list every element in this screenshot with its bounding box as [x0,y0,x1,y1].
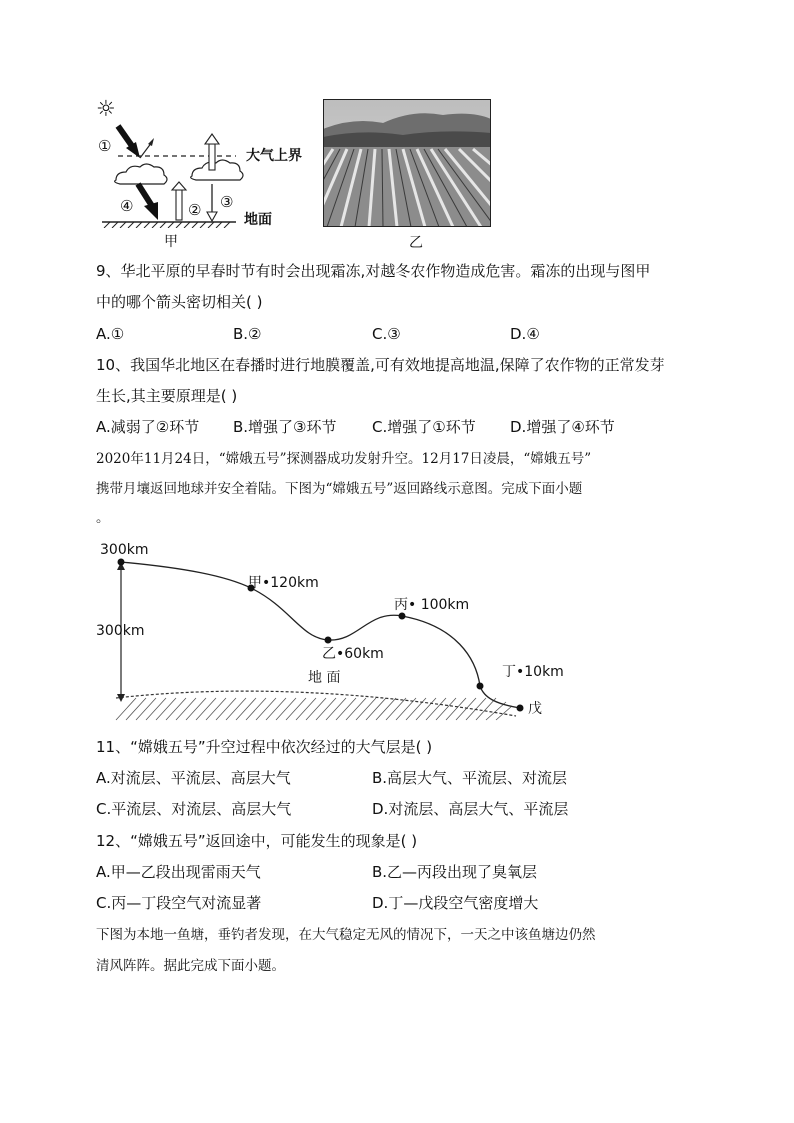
cloud-right-icon [191,160,243,180]
intro1-line2: 携带月壤返回地球并安全着陆。下图为“嫦娥五号”返回路线示意图。完成下面小题 [96,481,583,497]
intro1-line3: 。 [96,510,110,526]
route-figure [96,538,564,724]
q10-line2: 生长,其主要原理是( ) [96,387,238,405]
figure-jia [96,98,316,250]
q11-option-d[interactable]: D.对流层、高层大气、平流层 [372,800,569,818]
label-2: ② [188,201,202,219]
q10-option-d[interactable]: D.增强了④环节 [510,418,615,436]
q12-option-c[interactable]: C.丙—丁段空气对流显著 [96,894,262,912]
upper-boundary-label: 大气上界 [246,148,302,164]
intro2-line1: 下图为本地一鱼塘，垂钓者发现，在大气稳定无风的情况下，一天之中该鱼塘边仍然 [96,927,596,943]
q11-option-c[interactable]: C.平流层、对流层、高层大气 [96,800,292,818]
arrow-2-icon [176,190,182,220]
q9-option-b[interactable]: B.② [233,325,262,343]
point-wu [517,705,524,712]
ground-label: 地面 [244,212,272,228]
label-4: ④ [120,197,134,215]
route-height-label: 300km [96,623,145,639]
route-diagram [96,538,556,724]
sun-icon: ☼ [96,97,116,122]
point-bing [399,613,406,620]
route-top-label: 300km [100,542,149,558]
q10-line1: 10、我国华北地区在春播时进行地膜覆盖,可有效地提高地温,保障了农作物的正常发芽 [96,356,665,374]
q9-line2: 中的哪个箭头密切相关( ) [96,293,263,311]
label-3: ③ [220,193,234,211]
q10-option-c[interactable]: C.增强了①环节 [372,418,476,436]
point-start [118,559,125,566]
intro1-line1: 2020年11月24日，“嫦娥五号”探测器成功发射升空。12月17日凌晨，“嫦娥五号” [96,451,592,467]
q10-option-b[interactable]: B.增强了③环节 [233,418,337,436]
q12-option-b[interactable]: B.乙—丙段出现了臭氧层 [372,863,538,881]
point-yi [325,637,332,644]
route-label-jia: 甲•120km [248,575,319,591]
arrow-4-icon [138,184,152,206]
cloud-left-icon [115,164,167,184]
route-label-yi: 乙•60km [322,646,384,662]
caption-jia: 甲 [164,234,178,250]
arrow-1-icon [118,126,132,146]
return-route [121,562,520,708]
q9-option-c[interactable]: C.③ [372,325,401,343]
q10-option-a[interactable]: A.减弱了②环节 [96,418,200,436]
q12-option-d[interactable]: D.丁—戊段空气密度增大 [372,894,539,912]
q11-option-a[interactable]: A.对流层、平流层、高层大气 [96,769,291,787]
figure-yi [323,99,493,251]
q11-line1: 11、“嫦娥五号”升空过程中依次经过的大气层是( ) [96,738,433,756]
q9-line1: 9、华北平原的早春时节有时会出现霜冻,对越冬农作物造成危害。霜冻的出现与图甲 [96,262,651,280]
q9-option-a[interactable]: A.① [96,325,125,343]
intro2-line2: 清风阵阵。据此完成下面小题。 [96,958,285,974]
route-label-wu: 戊 [528,701,542,717]
route-label-bing: 丙• 100km [394,597,470,613]
caption-yi: 乙 [409,235,423,251]
q12-option-a[interactable]: A.甲—乙段出现雷雨天气 [96,863,261,881]
field-photo [323,99,491,227]
point-ding [477,683,484,690]
ground-surface [116,691,516,716]
q11-option-b[interactable]: B.高层大气、平流层、对流层 [372,769,568,787]
route-ground-label: 地 面 [308,670,341,686]
route-label-ding: 丁•10km [502,664,564,680]
label-1: ① [98,137,112,155]
q12-line1: 12、“嫦娥五号”返回途中，可能发生的现象是( ) [96,832,418,850]
q9-option-d[interactable]: D.④ [510,325,540,343]
